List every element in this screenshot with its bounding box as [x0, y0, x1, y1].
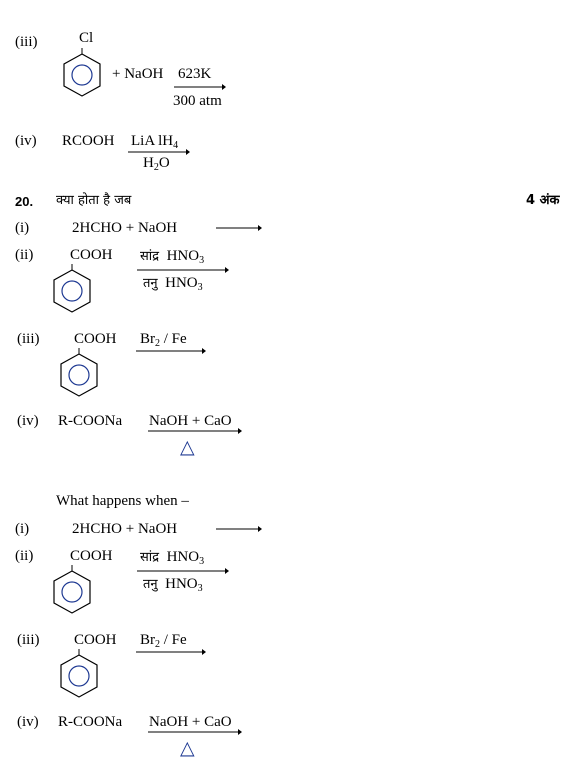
benzene-ring-icon [50, 264, 94, 314]
reaction-arrow-icon [136, 648, 206, 656]
q19-iii-chloro-label: Cl [79, 30, 94, 46]
part-iii-reagent: $Br_2$ / Fe [140, 632, 187, 650]
part-ii-number: (ii) [15, 247, 34, 263]
part-ii-reagent-above: सांद्र $HNO_3$ [140, 248, 205, 266]
reaction-arrow-icon [137, 567, 229, 575]
part-ii-cooh-label: COOH [70, 548, 113, 564]
part-ii-reagent-below: तनु $HNO_3$ [143, 576, 203, 594]
part-i-reaction: 2HCHO + NaOH [72, 521, 178, 537]
part-iii-cooh-label: COOH [74, 331, 117, 347]
question-title-hindi: क्या होता है जब [56, 193, 132, 208]
q19-iv-number: (iv) [15, 133, 37, 149]
benzene-ring-icon [57, 348, 101, 398]
q19-iii-number: (iii) [15, 34, 38, 50]
reaction-arrow-icon [148, 427, 242, 435]
q19-iii-reagent: + NaOH [112, 66, 164, 82]
reaction-arrow-icon [148, 728, 242, 736]
heat-delta-icon: △ [180, 737, 195, 759]
q19-iii-condition-pressure: 300 atm [173, 93, 222, 109]
part-iv-reactant: R-COONa [58, 714, 123, 730]
marks-label: 4 अंक [526, 193, 560, 208]
part-ii-number: (ii) [15, 548, 34, 564]
reaction-arrow-icon [174, 83, 226, 91]
part-iv-reactant: R-COONa [58, 413, 123, 429]
question-title-english: What happens when – [56, 493, 189, 509]
question-number: 20. [15, 194, 34, 209]
part-iv-reagent-above: NaOH + CaO [149, 413, 232, 429]
benzene-ring-icon [60, 48, 104, 98]
part-iv-number: (iv) [17, 413, 39, 429]
part-i-number: (i) [15, 220, 30, 236]
reaction-arrow-icon [137, 266, 229, 274]
reaction-arrow-icon [136, 347, 206, 355]
part-iii-reagent: $Br_2$ / Fe [140, 331, 187, 349]
part-ii-cooh-label: COOH [70, 247, 113, 263]
benzene-ring-icon [50, 565, 94, 615]
q19-iv-reagent-below: $H_2O$ [143, 155, 170, 173]
part-iv-number: (iv) [17, 714, 39, 730]
benzene-ring-icon [57, 649, 101, 699]
reaction-arrow-icon [216, 525, 262, 533]
part-i-reaction: 2HCHO + NaOH [72, 220, 178, 236]
heat-delta-icon: △ [180, 436, 195, 458]
part-ii-reagent-below: तनु $HNO_3$ [143, 275, 203, 293]
part-i-number: (i) [15, 521, 30, 537]
q19-iv-reagent-above: LiA $lH_4$ [131, 133, 179, 151]
part-ii-reagent-above: सांद्र $HNO_3$ [140, 549, 205, 567]
reaction-arrow-icon [216, 224, 262, 232]
part-iv-reagent-above: NaOH + CaO [149, 714, 232, 730]
part-iii-number: (iii) [17, 331, 40, 347]
part-iii-cooh-label: COOH [74, 632, 117, 648]
q19-iii-condition-temp: 623K [178, 66, 212, 82]
part-iii-number: (iii) [17, 632, 40, 648]
q19-iv-reactant: RCOOH [62, 133, 115, 149]
